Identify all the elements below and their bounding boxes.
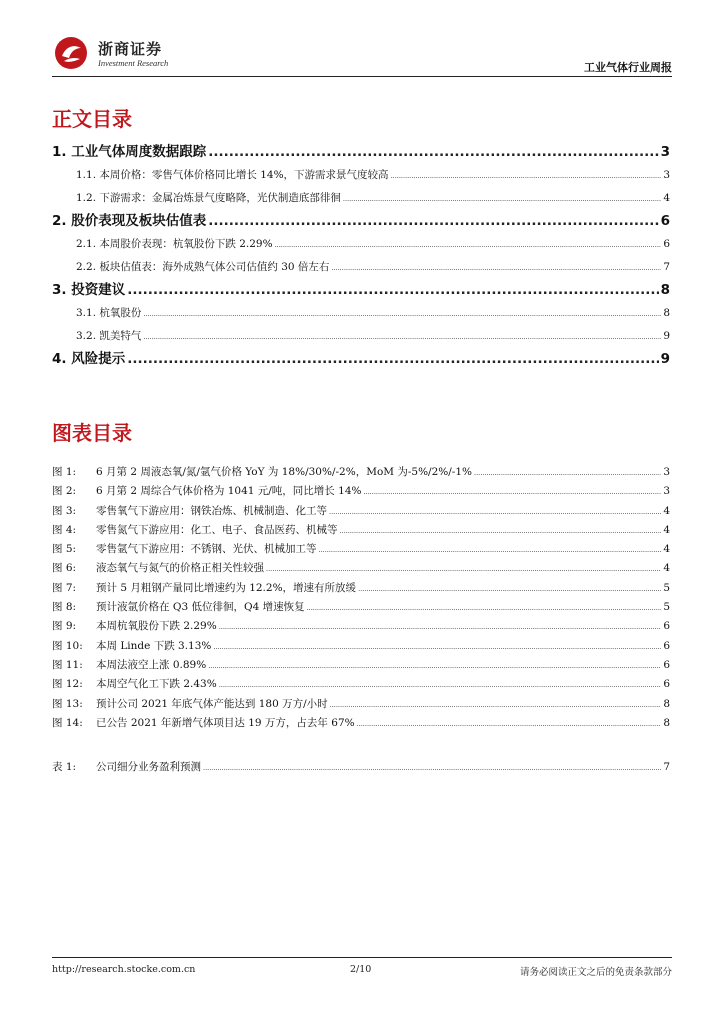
figure-entry[interactable]	[52, 598, 670, 617]
figure-number: 图 2:	[52, 485, 77, 498]
toc-entry-label: 1.2. 下游需求：金属冶炼景气度略降，光伏制造底部徘徊	[76, 192, 341, 204]
figure-entry[interactable]	[52, 502, 670, 521]
dot-leader	[343, 188, 661, 211]
dot-leader	[275, 234, 662, 257]
page-number: 7	[663, 261, 670, 273]
figure-caption: 零售氩气下游应用：不锈钢、光伏、机械加工等	[96, 543, 317, 556]
toc-entry[interactable]	[52, 233, 670, 256]
entry-title	[52, 695, 328, 714]
figure-number: 图 11:	[52, 658, 83, 671]
dot-leader	[208, 657, 661, 676]
page-number: 8	[663, 716, 670, 729]
figure-number: 图 3:	[52, 504, 77, 517]
figure-caption: 预计液氩价格在 Q3 低位徘徊，Q4 增速恢复	[96, 601, 305, 614]
figure-number: 图 8:	[52, 601, 77, 614]
figure-caption: 零售氧气下游应用：钢铁冶炼、机械制造、化工等	[96, 504, 327, 517]
figure-number: 图 1:	[52, 466, 77, 478]
footer-divider	[52, 957, 672, 958]
header-divider	[52, 76, 672, 77]
dot-leader	[219, 676, 662, 695]
page-number: 3	[663, 466, 670, 478]
entry-title	[52, 559, 264, 578]
entry-title	[76, 302, 141, 325]
dot-leader	[474, 464, 661, 483]
figure-caption: 预计 5 月粗钢产量同比增速约为 12.2%，增速有所放缓	[96, 581, 357, 594]
toc-entry-label: 1.1. 本周价格：零售气体价格同比增长 14%，下游需求景气度较高	[76, 169, 389, 181]
figure-entry[interactable]	[52, 617, 670, 636]
footer-disclaimer: 请务必阅读正文之后的免责条款部分	[519, 967, 672, 978]
entry-title	[52, 348, 125, 371]
page-number: 7	[663, 761, 670, 773]
figure-number: 图 9:	[52, 620, 77, 633]
toc-entry-label: 3. 投资建议	[52, 282, 126, 298]
toc-entry[interactable]	[52, 256, 670, 279]
toc-title: 正文目录	[52, 107, 132, 131]
entry-title	[52, 502, 327, 521]
figure-entry[interactable]	[52, 675, 670, 694]
page-number: 3	[663, 485, 670, 498]
page-number: 8	[660, 282, 670, 298]
dot-leader	[357, 715, 662, 734]
toc-entry[interactable]	[52, 302, 670, 325]
dot-leader	[358, 580, 661, 599]
brand-name-en: Investment Research	[98, 58, 169, 68]
figure-number: 图 10:	[52, 639, 83, 652]
figure-caption: 6 月第 2 周液态氧/氮/氩气价格 YoY 为 18%/30%/-2%，MoM 为-5%/2%/-1%	[96, 466, 472, 478]
dot-leader	[363, 483, 661, 502]
page-number: 3	[660, 144, 670, 160]
page-number: 4	[663, 504, 670, 517]
figure-entry[interactable]	[52, 559, 670, 578]
entry-title	[52, 714, 355, 733]
report-type: 工业气体行业周报	[584, 61, 672, 74]
dot-leader	[319, 541, 662, 560]
page-number: 4	[663, 562, 670, 575]
dot-leader	[127, 348, 658, 371]
page-number: 6	[663, 238, 670, 250]
figure-number: 图 13:	[52, 697, 83, 710]
dot-leader	[340, 522, 662, 541]
page-number: 4	[663, 192, 670, 204]
toc-entry[interactable]	[52, 164, 670, 187]
dot-leader	[266, 560, 661, 579]
toc-entry-label: 2. 股价表现及板块估值表	[52, 213, 207, 229]
page-number: 5	[663, 601, 670, 614]
dot-leader	[219, 618, 662, 637]
dot-leader	[213, 638, 661, 657]
toc-entry[interactable]	[52, 141, 670, 164]
toc-entry-label: 3.2. 凯美特气	[76, 330, 142, 342]
page-number: 8	[663, 307, 670, 319]
entry-title	[76, 164, 389, 187]
page-number: 8	[663, 697, 670, 710]
entry-title	[76, 187, 341, 210]
figure-caption: 本周 Linde 下跌 3.13%	[96, 639, 212, 652]
figure-caption: 预计公司 2021 年底气体产能达到 180 万方/小时	[96, 697, 328, 710]
table-caption: 公司细分业务盈利预测	[96, 761, 201, 773]
dot-leader	[143, 303, 661, 326]
figure-entry[interactable]	[52, 656, 670, 675]
dot-leader	[208, 141, 658, 164]
page-number: 5	[663, 581, 670, 594]
toc-entry[interactable]	[52, 187, 670, 210]
entry-title	[52, 675, 217, 694]
toc-entry[interactable]	[52, 210, 670, 233]
dot-leader	[307, 599, 662, 618]
toc-entry[interactable]	[52, 325, 670, 348]
figure-caption: 本周法液空上涨 0.89%	[96, 658, 207, 671]
figure-entry[interactable]	[52, 714, 670, 733]
dot-leader	[203, 759, 661, 778]
table-entry[interactable]	[52, 758, 670, 777]
figure-number: 图 6:	[52, 562, 77, 575]
page-number: 3	[663, 169, 670, 181]
figure-entry[interactable]	[52, 463, 670, 482]
figure-entry[interactable]	[52, 695, 670, 714]
page-number: 4	[663, 543, 670, 556]
toc-entry-label: 1. 工业气体周度数据跟踪	[52, 144, 207, 160]
entry-title	[52, 210, 206, 233]
toc-entry-label: 4. 风险提示	[52, 351, 126, 367]
dot-leader	[127, 279, 658, 302]
page-number: 4	[663, 523, 670, 536]
figure-number: 图 5:	[52, 543, 77, 556]
entry-title	[76, 325, 141, 348]
entry-title	[52, 141, 206, 164]
toc-entry[interactable]	[52, 279, 670, 302]
figures-title: 图表目录	[52, 421, 132, 445]
dot-leader	[329, 503, 661, 522]
entry-title	[52, 758, 201, 777]
toc-entry-label: 2.1. 本周股价表现：杭氧股份下跌 2.29%	[76, 238, 273, 250]
page-number: 6	[663, 678, 670, 691]
figure-number: 图 14:	[52, 716, 83, 729]
entry-title	[52, 617, 217, 636]
entry-title	[76, 256, 329, 279]
figure-caption: 本周杭氧股份下跌 2.29%	[96, 620, 217, 633]
table-number: 表 1:	[52, 761, 77, 773]
figure-caption: 已公告 2021 年新增气体项目达 19 万方，占去年 67%	[96, 716, 355, 729]
figure-caption: 液态氧气与氮气的价格正相关性较强	[96, 562, 264, 575]
footer-page-number: 2/10	[350, 964, 372, 975]
dot-leader	[143, 326, 661, 349]
page-number: 6	[663, 620, 670, 633]
toc-entry[interactable]	[52, 348, 670, 371]
figures-list	[52, 463, 670, 733]
entry-title	[52, 279, 125, 302]
page-number: 9	[663, 330, 670, 342]
toc-list	[52, 141, 670, 371]
figure-entry[interactable]	[52, 482, 670, 501]
figure-caption: 6 月第 2 周综合气体价格为 1041 元/吨，同比增长 14%	[96, 485, 362, 498]
figure-entry[interactable]	[52, 521, 670, 540]
page-number: 6	[663, 639, 670, 652]
entry-title	[52, 540, 317, 559]
figure-number: 图 12:	[52, 678, 83, 691]
page-number: 6	[660, 213, 670, 229]
toc-entry-label: 3.1. 杭氧股份	[76, 307, 142, 319]
figure-caption: 本周空气化工下跌 2.43%	[96, 678, 217, 691]
entry-title	[52, 579, 356, 598]
page-number: 6	[663, 658, 670, 671]
tables-list	[52, 758, 670, 777]
entry-title	[52, 482, 361, 501]
dot-leader	[331, 257, 661, 280]
figure-number: 图 7:	[52, 581, 77, 594]
entry-title	[76, 233, 273, 256]
figure-entry[interactable]	[52, 637, 670, 656]
figure-entry[interactable]	[52, 540, 670, 559]
entry-title	[52, 598, 305, 617]
dot-leader	[208, 210, 658, 233]
page-header	[0, 0, 724, 80]
figure-entry[interactable]	[52, 579, 670, 598]
brand-name-cn: 浙商证券	[98, 40, 163, 58]
dot-leader	[391, 165, 662, 188]
toc-entry-label: 2.2. 板块估值表：海外成熟气体公司估值约 30 倍左右	[76, 261, 330, 273]
footer-url[interactable]: http://research.stocke.com.cn	[52, 964, 196, 975]
page-number: 9	[660, 351, 670, 367]
entry-title	[52, 637, 211, 656]
brand-logo-icon	[54, 36, 88, 70]
figure-caption: 零售氮气下游应用：化工、电子、食品医药、机械等	[96, 523, 338, 536]
dot-leader	[330, 696, 662, 715]
entry-title	[52, 463, 472, 482]
entry-title	[52, 656, 206, 675]
figure-number: 图 4:	[52, 523, 77, 536]
entry-title	[52, 521, 338, 540]
